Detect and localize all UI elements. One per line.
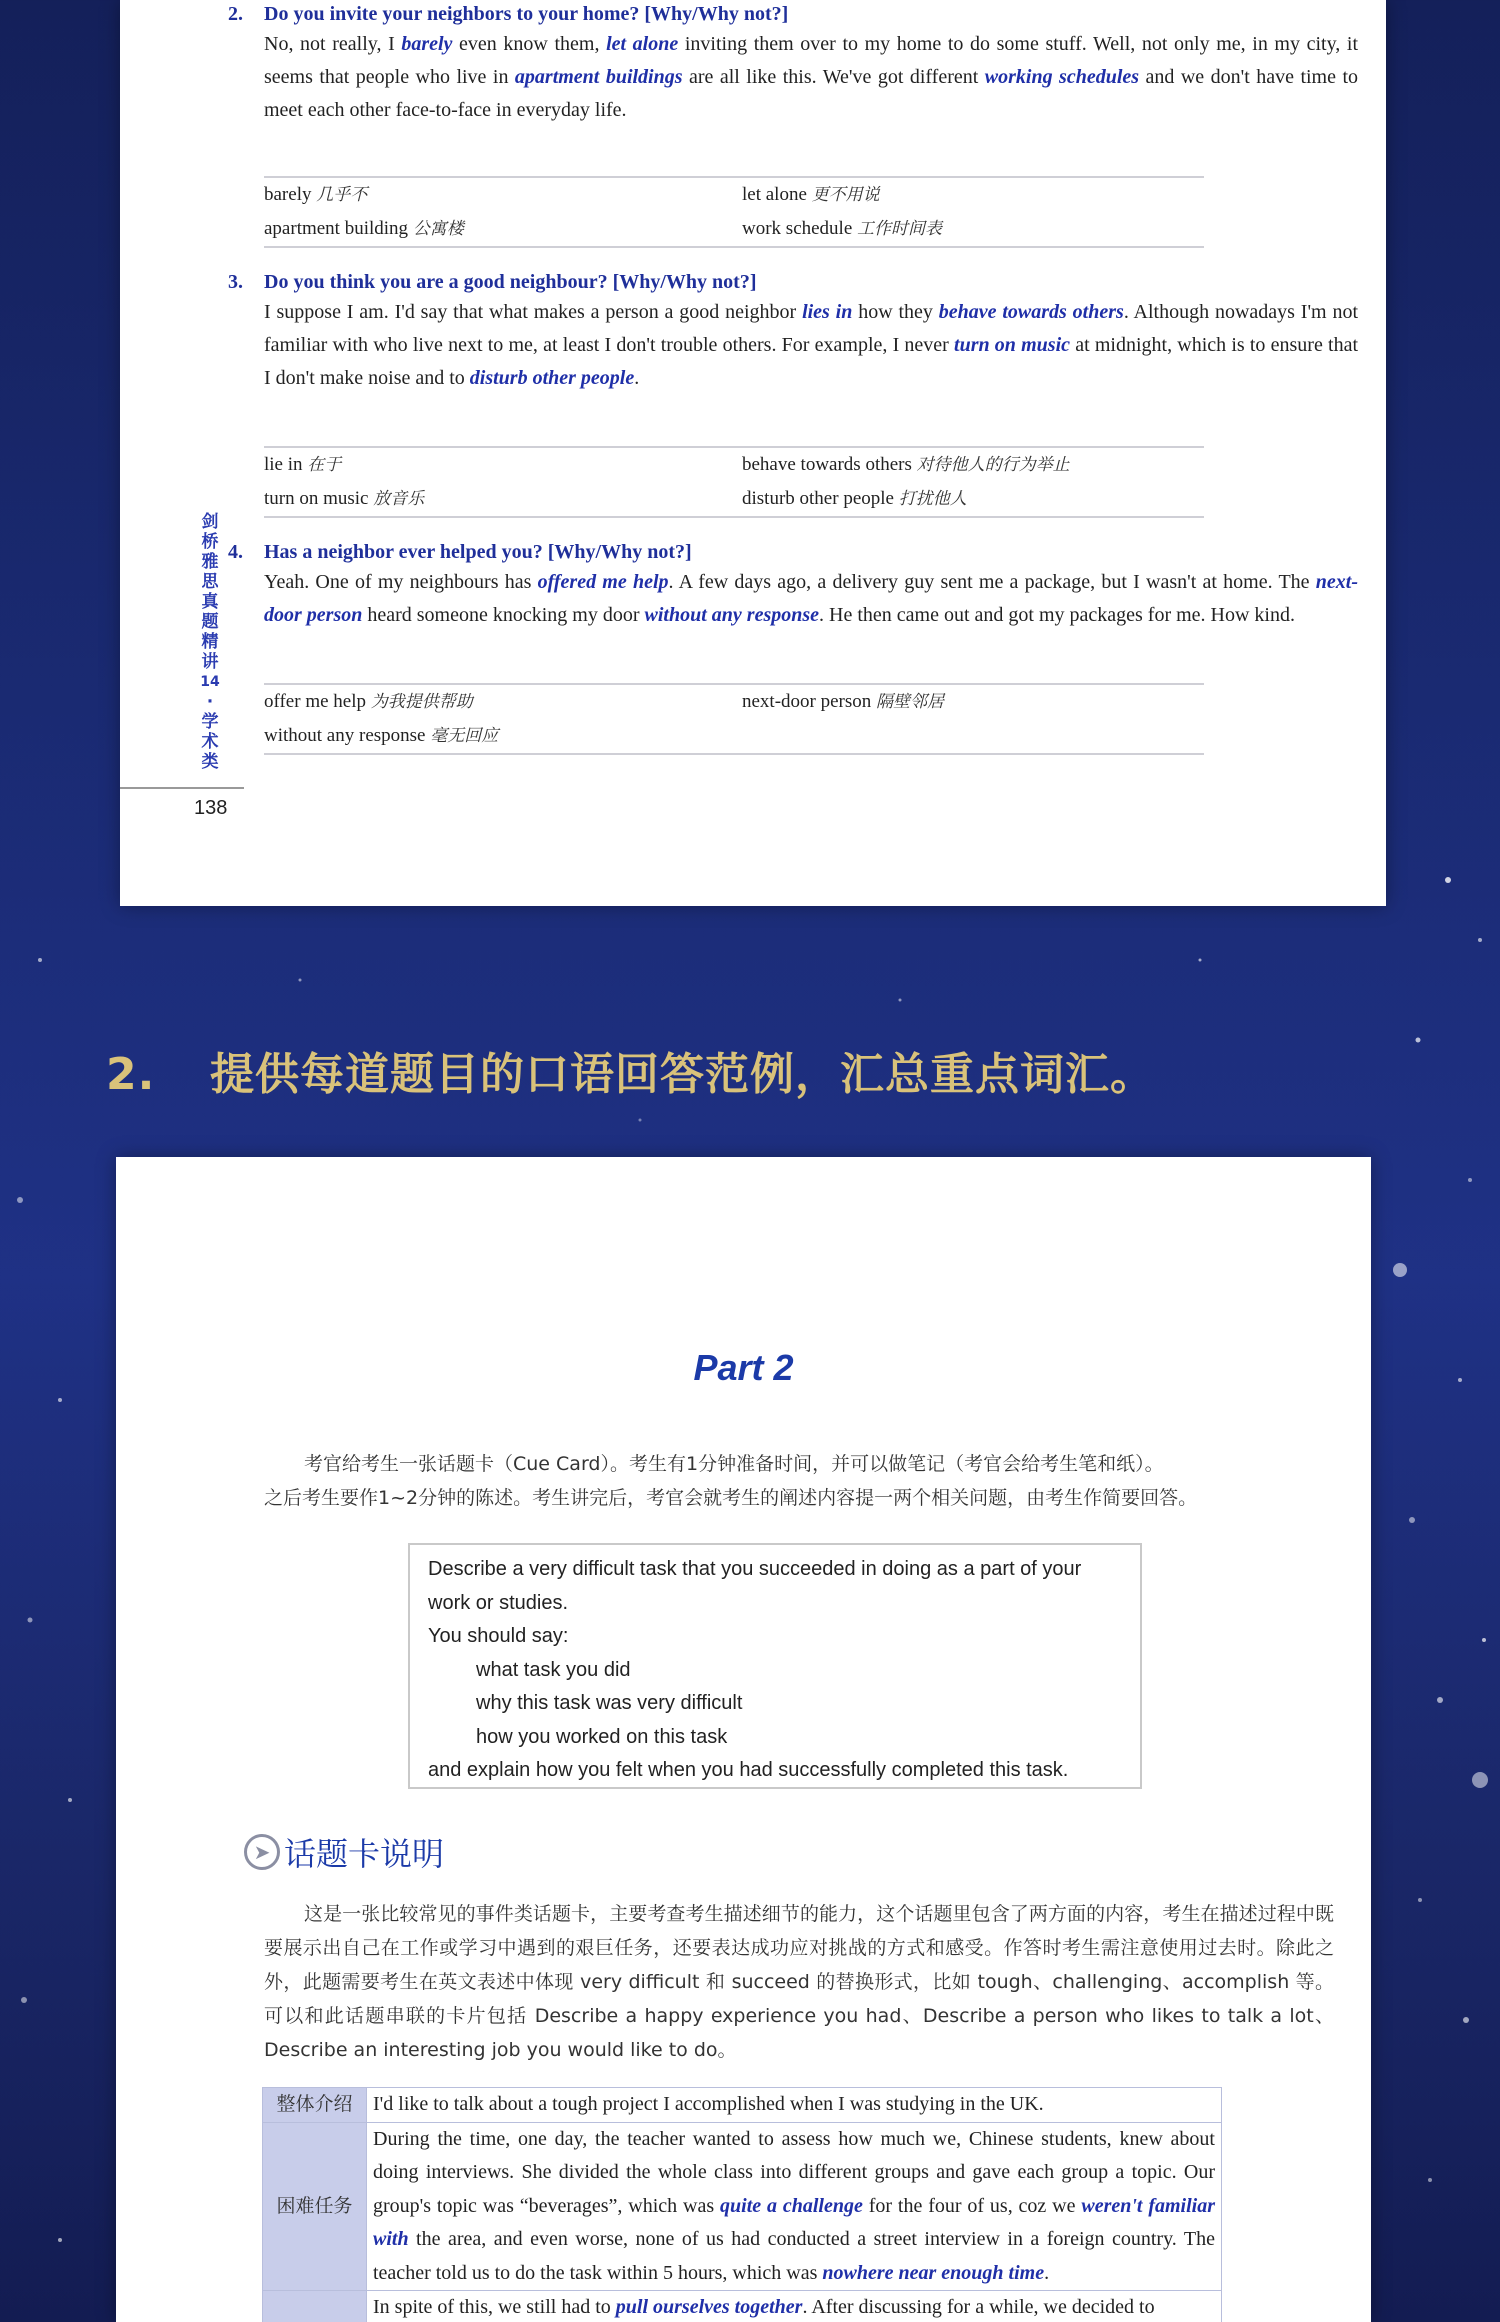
row-text — [367, 2088, 1222, 2123]
vocab-row — [264, 178, 1204, 212]
vocab-entry — [742, 178, 1204, 212]
text-run: how they — [852, 301, 939, 323]
vocab-entry — [264, 448, 742, 482]
vocab-translation: 对待他人的行为举止 — [916, 455, 1070, 475]
keyword-phrase: behave towards others — [938, 301, 1124, 323]
page-number-rule — [120, 787, 244, 789]
part-intro — [264, 1447, 1344, 1515]
text-run: During the time, one day, the teacher wanted to assess how much we, Chinese students, knew about doing interviews. She divided the whole class into different groups and gave each group a topic. Our group's topic was “beverages”, which was — [373, 2127, 1215, 2217]
answer-text — [264, 28, 1358, 127]
vocab-entry — [264, 212, 742, 246]
text-run: for the four of us, coz we — [862, 2194, 1082, 2217]
vocab-box — [264, 176, 1204, 248]
feature-banner — [106, 1038, 1155, 1102]
answer-text — [264, 296, 1358, 395]
question-number: 4. — [228, 541, 243, 563]
section-heading-text: 话题卡说明 — [284, 1835, 445, 1873]
question-block-3 — [228, 268, 1359, 395]
vocab-translation: 放音乐 — [373, 489, 425, 509]
spine-char: 讲 — [201, 652, 219, 672]
vocab-term: barely — [264, 184, 317, 205]
text-run: No, not really, I — [264, 33, 402, 55]
table-row — [263, 2088, 1222, 2123]
text-run: heard someone knocking my door — [362, 604, 645, 626]
vocab-translation: 隔壁邻居 — [876, 692, 945, 712]
vocab-term: behave towards others — [742, 454, 917, 475]
question-title — [228, 538, 1358, 566]
spine-char: 真 — [201, 592, 219, 612]
keyword-phrase: working schedules — [984, 66, 1140, 88]
keyword-phrase: disturb other people — [469, 367, 635, 389]
text-run: I'd like to talk about a tough project I accomplished when I was studying in the UK. — [373, 2093, 1044, 2115]
keyword-phrase: quite a challenge — [720, 2194, 863, 2217]
vocab-translation: 打扰他人 — [898, 489, 967, 509]
vocab-entry — [742, 482, 1204, 516]
question-title — [228, 0, 1358, 28]
spine-char: · — [206, 692, 214, 712]
vocab-row — [264, 482, 1204, 516]
part-title: Part 2 — [693, 1347, 794, 1388]
vocab-translation: 公寓楼 — [412, 219, 464, 239]
spine-char: 思 — [201, 572, 219, 592]
vocab-entry — [264, 719, 742, 753]
intro-line-1: 考官给考生一张话题卡（Cue Card）。考生有1分钟准备时间，并可以做笔记（考官会给考生笔和纸）。 — [304, 1453, 1164, 1475]
vocab-row — [264, 685, 1204, 719]
text-run: even know them, — [452, 33, 607, 55]
vocab-row — [264, 719, 1204, 753]
spine-char: 精 — [201, 632, 219, 652]
vocab-translation: 为我提供帮助 — [370, 692, 473, 712]
text-run: . After discussing for a while, we decided to — [802, 2296, 1155, 2318]
text-run: . He then came out and got my packages for me. How kind. — [819, 604, 1295, 626]
top-book-page — [120, 0, 1386, 906]
text-run: . — [1044, 2261, 1050, 2284]
vocab-term: work schedule — [742, 218, 858, 239]
keyword-phrase: weren't familiar with — [373, 2194, 1216, 2250]
spine-char: 术 — [201, 732, 219, 752]
keyword-phrase: next-door person — [264, 571, 1358, 626]
keyword-phrase: offered me help — [537, 571, 669, 593]
page-number: 138 — [194, 797, 228, 819]
answer-structure-table — [262, 2087, 1222, 2322]
row-label: 整体介绍 — [263, 2088, 367, 2123]
text-run: at midnight, which is to ensure that I don't make noise and to — [264, 334, 1359, 389]
text-run: I suppose I am. I'd say that what makes a person a good neighbor — [264, 301, 803, 323]
spine-char: 类 — [201, 752, 219, 772]
vocab-entry — [742, 448, 1204, 482]
text-run: In spite of this, we still had to — [373, 2296, 616, 2318]
question-text: Do you think you are a good neighbour? [Why/Why not?] — [264, 271, 757, 293]
keyword-phrase: let alone — [606, 33, 679, 55]
row-text — [367, 2122, 1222, 2291]
vocab-box — [264, 446, 1204, 518]
question-number: 3. — [228, 271, 243, 293]
vocab-translation: 毫无回应 — [430, 726, 499, 746]
text-run: . — [634, 367, 640, 389]
vocab-entry — [742, 719, 1204, 753]
banner-text: 提供每道题目的口语回答范例，汇总重点词汇。 — [210, 1049, 1155, 1100]
keyword-phrase: apartment buildings — [514, 66, 683, 88]
vocab-term: apartment building — [264, 218, 413, 239]
cue-line: Describe a very difficult task that you succeeded in doing as a part of your — [428, 1558, 1082, 1580]
cue-line: You should say: — [428, 1625, 569, 1647]
keyword-phrase: barely — [401, 33, 453, 55]
vocab-translation: 几乎不 — [316, 185, 368, 205]
keyword-phrase: pull ourselves together — [615, 2296, 803, 2318]
text-run: . Although nowadays I'm not familiar with who live next to me, at least I don't trouble others. For example, I never — [264, 301, 1358, 356]
description-text: 这是一张比较常见的事件类话题卡，主要考查考生描述细节的能力，这个话题里包含了两方面的内容，考生在描述过程中既要展示出自己在工作或学习中遇到的艰巨任务，还要表达成功应对挑战的方式和感受。作答时考生需注意使用过去时。除此之外，此题需要考生在英文表述中体现 very difficult 和 succeed 的替换形式，比如 tough、challenging、accomplish 等。可以和此话题串联的卡片包括 Describe a happy experience you had、Describe a person who likes to talk a lot、Describe an interesting job you would like to do。 — [264, 1903, 1334, 2061]
spine-char: 剑 — [201, 512, 219, 532]
vocab-term: lie in — [264, 454, 308, 475]
text-run: and we don't have time to meet each other face-to-face in everyday life. — [264, 66, 1358, 121]
question-block-4 — [228, 538, 1358, 632]
spine-char: 14 — [200, 674, 220, 690]
keyword-phrase: nowhere near enough time — [822, 2261, 1045, 2284]
row-label: 困难任务 — [263, 2122, 367, 2291]
vocab-entry — [264, 685, 742, 719]
arrow-right-circle-icon: ➤ — [244, 1834, 280, 1870]
keyword-phrase: lies in — [802, 301, 853, 323]
bottom-book-page — [116, 1157, 1371, 2322]
banner-number: 2. — [106, 1049, 156, 1100]
vocab-entry — [264, 482, 742, 516]
vocab-term: let alone — [742, 184, 812, 205]
keyword-phrase: without any response — [644, 604, 820, 626]
vocab-term: disturb other people — [742, 488, 899, 509]
spine-char: 雅 — [201, 552, 219, 572]
vocab-translation: 在于 — [307, 455, 342, 475]
section-heading — [244, 1829, 444, 1875]
text-run: Yeah. One of my neighbours has — [264, 571, 538, 593]
question-text: Has a neighbor ever helped you? [Why/Why not?] — [264, 541, 692, 563]
vocab-term: next-door person — [742, 691, 877, 712]
cue-line: work or studies. — [428, 1591, 569, 1614]
text-run: are all like this. We've got different — [682, 66, 985, 88]
spine-char: 学 — [201, 712, 219, 732]
vocab-row — [264, 212, 1204, 246]
vocab-term: turn on music — [264, 488, 374, 509]
text-run: inviting them over to my home to do some stuff. Well, not only me, in my city, it seems that people who live in — [264, 33, 1359, 88]
row-text — [367, 2291, 1222, 2322]
vocab-translation: 工作时间表 — [857, 219, 943, 239]
keyword-phrase: turn on music — [954, 334, 1071, 356]
text-run: . A few days ago, a delivery guy sent me a package, but I wasn't at home. The — [668, 571, 1316, 593]
question-text: Do you invite your neighbors to your home? [Why/Why not?] — [264, 3, 789, 25]
topic-description — [264, 1897, 1334, 2067]
vocab-term: without any response — [264, 725, 431, 746]
answer-text — [264, 566, 1358, 632]
table-row — [263, 2122, 1222, 2291]
cue-point: what task you did — [476, 1658, 631, 1681]
vocab-row — [264, 448, 1204, 482]
vocab-entry — [742, 685, 1204, 719]
question-title — [228, 268, 1358, 296]
cue-point: why this task was very difficult — [476, 1692, 743, 1714]
table-row — [263, 2291, 1222, 2322]
spine-char: 题 — [201, 612, 219, 632]
cue-card — [408, 1543, 1142, 1789]
question-number: 2. — [228, 3, 243, 25]
vocab-box — [264, 683, 1204, 755]
vocab-entry — [742, 212, 1204, 246]
book-spine-label — [198, 512, 222, 772]
vocab-term: offer me help — [264, 691, 371, 712]
vocab-entry — [264, 178, 742, 212]
intro-line-2: 之后考生要作1~2分钟的陈述。考生讲完后，考官会就考生的阐述内容提一两个相关问题，由考生作简要回答。 — [264, 1487, 1198, 1509]
vocab-translation: 更不用说 — [811, 185, 880, 205]
cue-closing: and explain how you felt when you had successfully completed this task. — [428, 1759, 1069, 1781]
spine-char: 桥 — [201, 532, 219, 552]
question-block-2 — [228, 0, 1359, 127]
text-run: the area, and even worse, none of us had conducted a street interview in a foreign country. The teacher told us to do the task within 5 hours, which was — [373, 2228, 1215, 2284]
row-label — [263, 2291, 367, 2322]
cue-point: how you worked on this task — [476, 1725, 728, 1748]
